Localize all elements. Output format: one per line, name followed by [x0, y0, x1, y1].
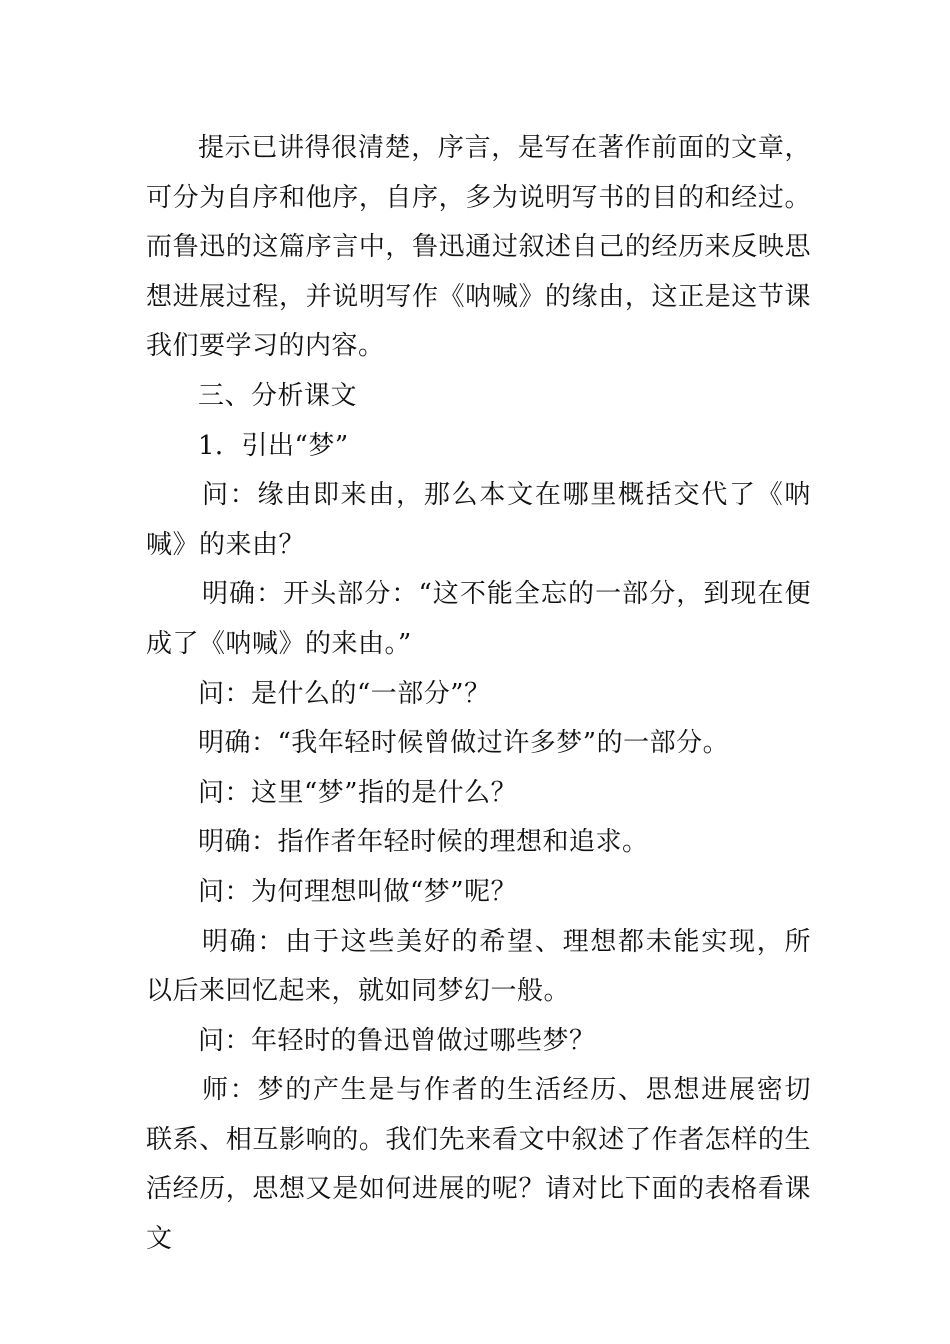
paragraph-question: 问：这里“梦”指的是什么？ [198, 777, 518, 808]
paragraph-answer: 明确：由于这些美好的希望、理想都未能实现，所以后来回忆起来，就如同梦幻一般。 [146, 926, 811, 1007]
paragraph-question: 问：缘由即来由，那么本文在哪里概括交代了《呐喊》的来由？ [146, 480, 811, 560]
paragraph-teacher: 师：梦的产生是与作者的生活经历、思想进展密切联系、相互影响的。我们先来看文中叙述了作者怎样的生活经历，思想又是如何进展的呢？请对比下面的表格看课文 [146, 1075, 811, 1255]
section-heading-analysis: 三、分析课文 [198, 380, 358, 411]
subheading-dream: 1．引出“梦” [198, 430, 349, 461]
paragraph-answer: 明确：开头部分：“这不能全忘的一部分，到现在便成了《呐喊》的来由。” [146, 579, 811, 659]
paragraph-question: 问：年轻时的鲁迅曾做过哪些梦？ [198, 1025, 596, 1056]
paragraph-answer: 明确：指作者年轻时候的理想和追求。 [198, 827, 649, 858]
paragraph-question: 问：为何理想叫做“梦”呢？ [198, 876, 518, 907]
paragraph-preface-intro: 提示已讲得很清楚，序言，是写在著作前面的文章，可分为自序和他序，自序，多为说明写书的目的和经过。而鲁迅的这篇序言中，鲁迅通过叙述自己的经历来反映思想进展过程，并说明写作《呐喊》的缘由，这正是这节课我们要学习的内容。 [146, 133, 811, 362]
paragraph-answer: 明确：“我年轻时候曾做过许多梦”的一部分。 [198, 728, 730, 759]
paragraph-question: 问：是什么的“一部分”？ [198, 678, 491, 709]
document-body [146, 124, 811, 1265]
